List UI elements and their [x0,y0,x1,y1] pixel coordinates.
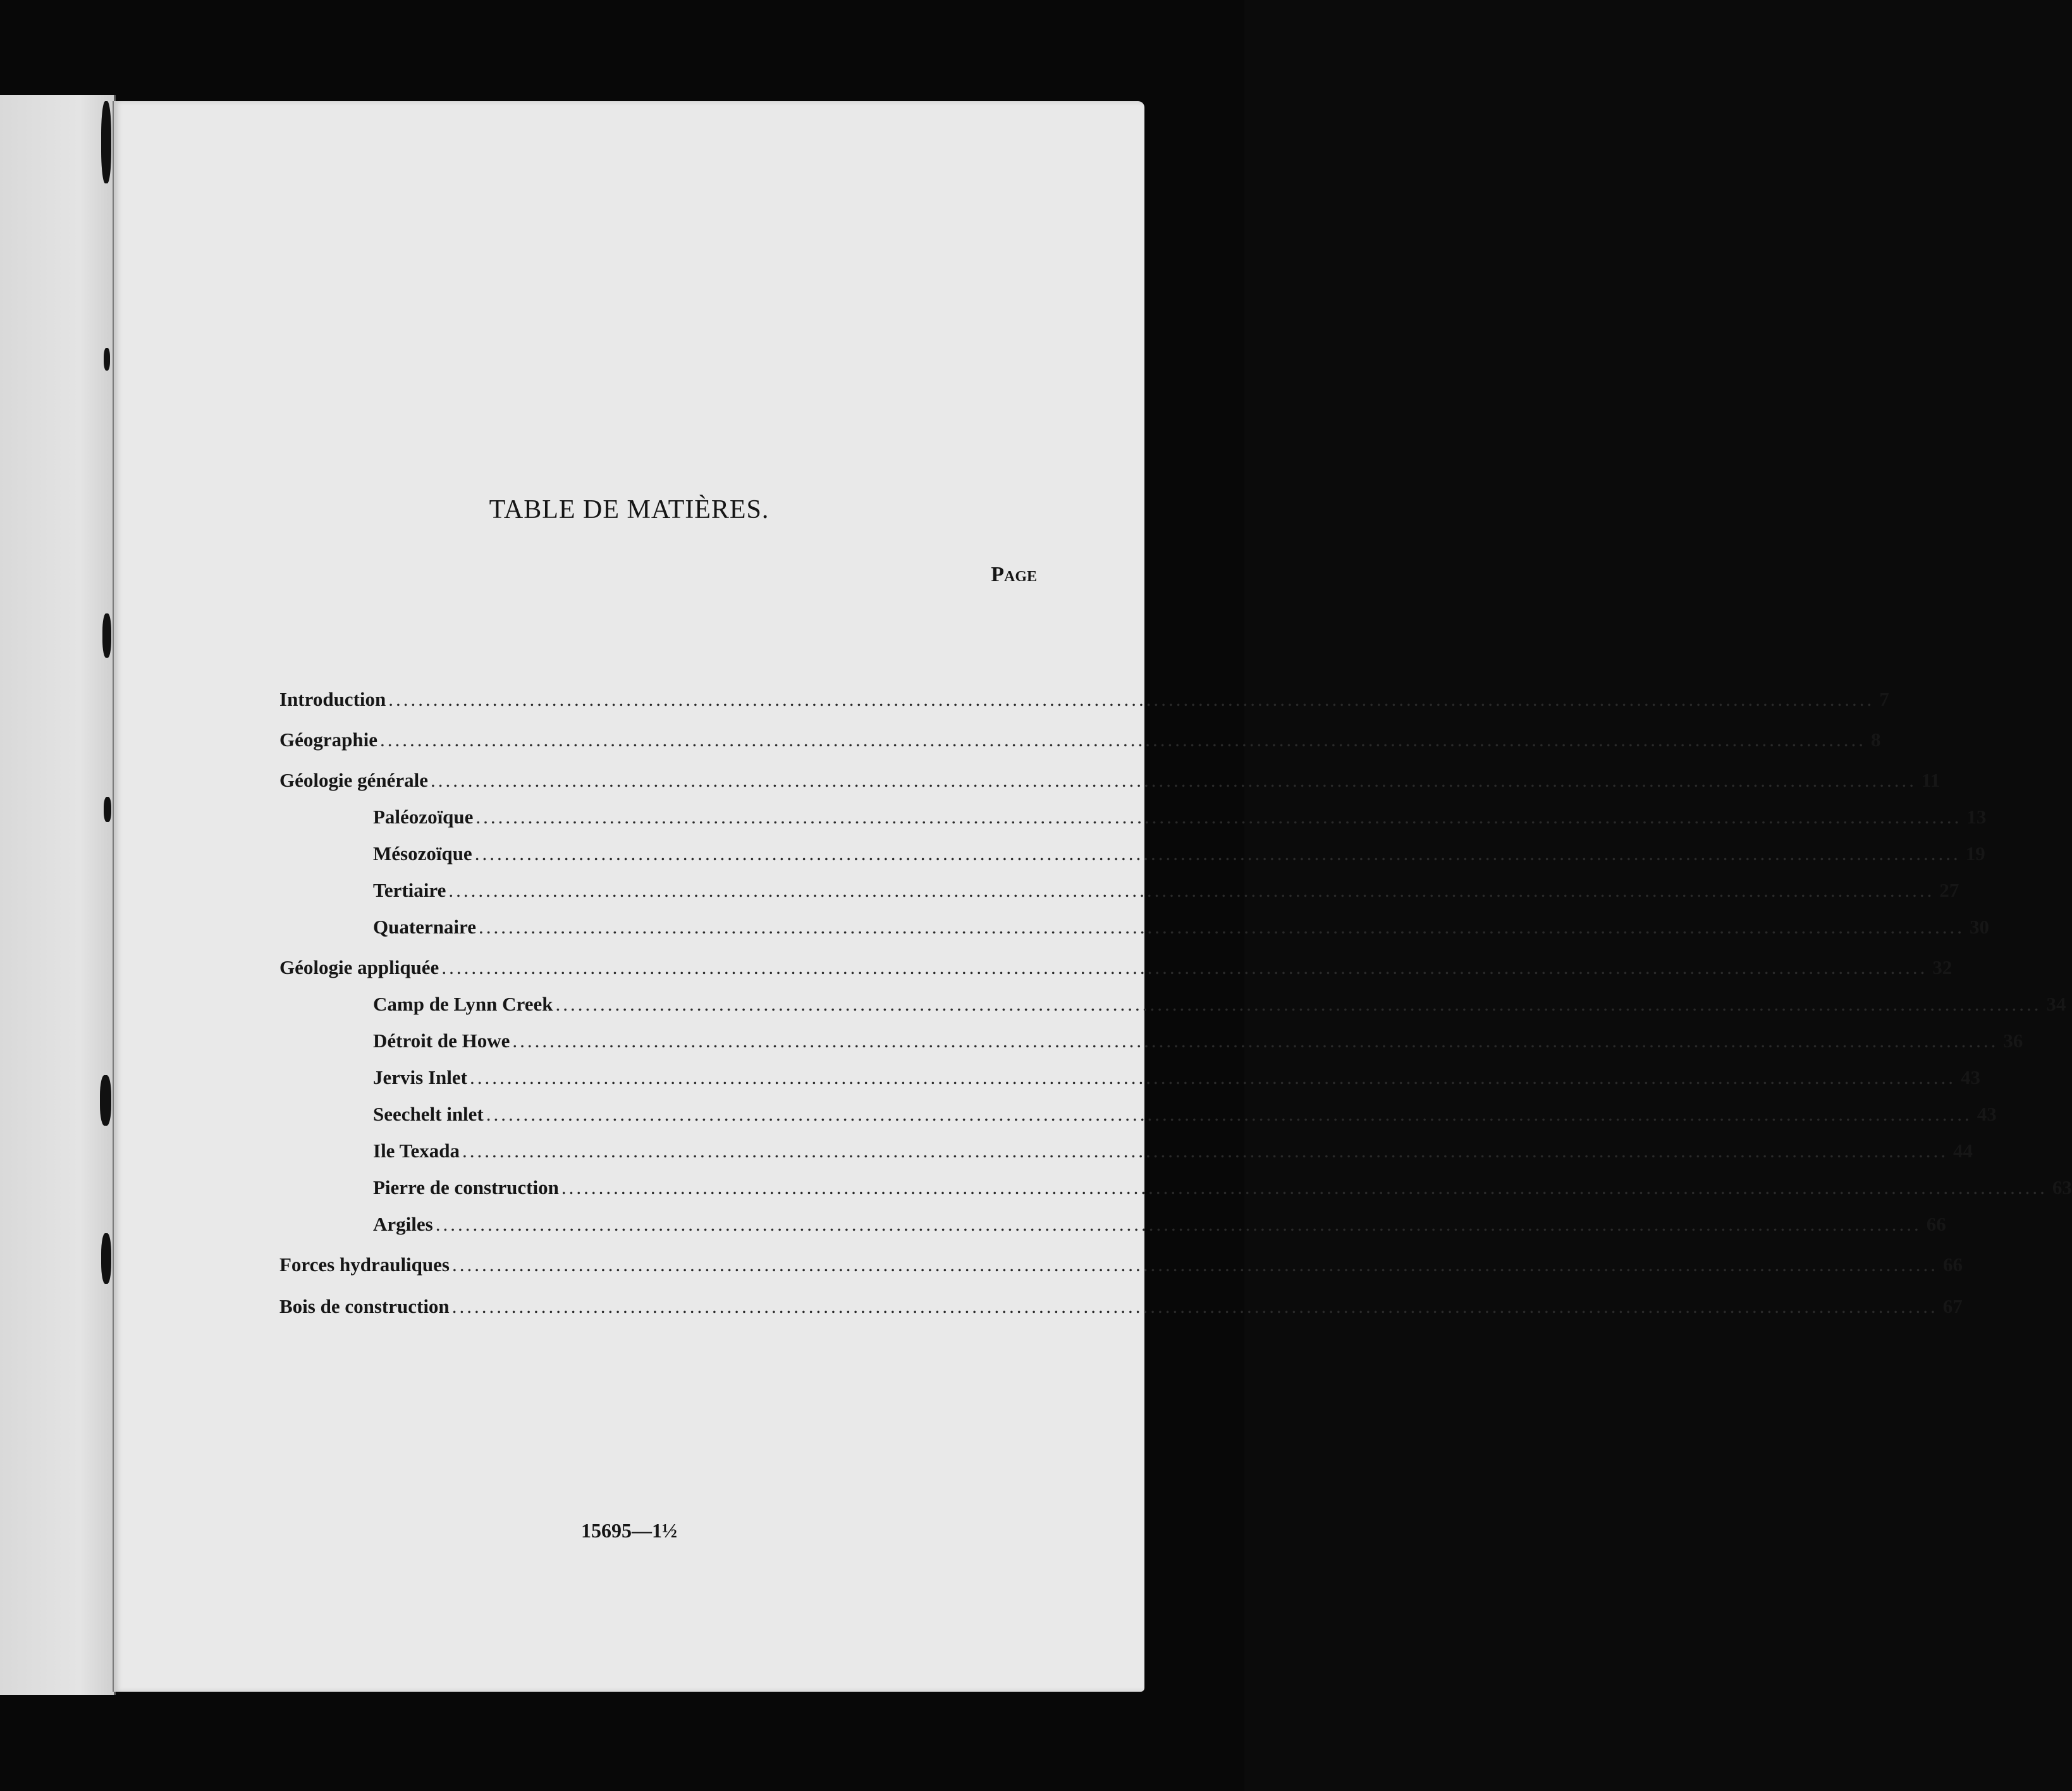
binding-mark [104,348,110,371]
toc-entry [373,842,1985,870]
toc-entry-label: Géologie appliquée [279,956,439,978]
toc-entry-label: Jervis Inlet [373,1066,467,1088]
toc-entry-page: 34 [2046,993,2066,1015]
toc-entry [279,1295,1963,1323]
dot-leader: ........................................................................................................................................................................................................ [469,1066,1956,1088]
binding-mark [102,613,111,658]
toc-entry-page: 32 [1932,956,1952,978]
dot-leader: ........................................................................................................................................................................................................ [431,769,1916,791]
dot-leader: ........................................................................................................................................................................................................ [555,993,2042,1015]
toc-entry-page: 13 [1966,806,1987,828]
toc-entry-label: Détroit de Howe [373,1030,510,1052]
toc-entry-label: Pierre de construction [373,1176,559,1198]
dot-leader: ........................................................................................................................................................................................................ [448,879,1935,901]
toc-entry-page: 44 [1952,1140,1973,1162]
dot-leader: ........................................................................................................................................................................................................ [441,956,1928,978]
toc-entry [373,1176,2072,1204]
toc-entry-label: Géologie générale [279,769,428,791]
dot-leader: ........................................................................................................................................................................................................ [561,1176,2047,1198]
toc-entry-label: Camp de Lynn Creek [373,993,553,1015]
toc-entry-page: 27 [1939,879,1959,901]
dot-leader: ........................................................................................................................................................................................................ [388,688,1875,710]
dot-leader: ........................................................................................................................................................................................................ [435,1213,1922,1235]
toc-entry-label: Argiles [373,1213,433,1235]
toc-entry-label: Quaternaire [373,916,477,938]
toc-entry [373,1066,1980,1094]
dot-leader: ........................................................................................................................................................................................................ [451,1253,1938,1276]
page-column-header: Page [991,563,1037,586]
toc-entry-page: 7 [1879,688,1889,710]
toc-entry-label: Géographie [279,729,377,751]
dot-leader: ........................................................................................................................................................................................................ [512,1030,1999,1052]
toc-entry-page: 43 [1977,1103,1997,1125]
binding-mark [101,1233,111,1284]
toc-entry-page: 36 [2003,1030,2023,1052]
toc-entry [279,729,1881,756]
toc-entry-label: Forces hydrauliques [279,1253,450,1276]
dot-leader: ........................................................................................................................................................................................................ [475,806,1962,828]
toc-entry-page: 19 [1965,842,1985,865]
toc-entry-page: 66 [1926,1213,1946,1235]
binding-mark [100,1075,111,1126]
left-page-edge [0,95,116,1695]
table-of-contents [114,101,2072,1692]
toc-entry-label: Bois de construction [279,1295,450,1317]
toc-entry [373,1140,1973,1167]
page-title: TABLE DE MATIÈRES. [489,495,769,524]
dot-leader: ........................................................................................................................................................................................................ [380,729,1866,751]
toc-entry [279,1253,1963,1281]
toc-entry [373,1213,1946,1241]
binding-mark [101,101,111,183]
toc-entry [373,916,1990,944]
toc-entry [373,1103,1997,1131]
dot-leader: ........................................................................................................................................................................................................ [462,1140,1948,1162]
dot-leader: ........................................................................................................................................................................................................ [486,1103,1972,1125]
document-page [113,101,2072,1692]
toc-entry [279,956,1952,984]
toc-entry-page: 63 [2052,1176,2072,1198]
toc-entry-page: 66 [1942,1253,1963,1276]
toc-entry-page: 43 [1960,1066,1980,1088]
toc-entry-label: Ile Texada [373,1140,460,1162]
toc-entry-page: 67 [1942,1295,1963,1317]
toc-entry [279,688,1889,716]
toc-entry-page: 11 [1922,769,1940,791]
toc-entry [373,806,1987,834]
binding-mark [104,797,111,822]
dot-leader: ........................................................................................................................................................................................................ [474,842,1961,865]
toc-entry-label: Seechelt inlet [373,1103,484,1125]
toc-entry-page: 30 [1970,916,1990,938]
toc-entry-label: Introduction [279,688,386,710]
footer-signature: 15695—1½ [581,1519,677,1542]
toc-entry-page: 8 [1871,729,1881,751]
toc-entry-label: Tertiaire [373,879,446,901]
dot-leader: ........................................................................................................................................................................................................ [479,916,1965,938]
toc-entry-label: Mésozoïque [373,842,472,865]
dot-leader: ........................................................................................................................................................................................................ [451,1295,1938,1317]
toc-entry [373,993,2066,1021]
toc-entry-label: Paléozoïque [373,806,474,828]
toc-entry [279,769,1940,797]
toc-entry [373,1030,2023,1057]
toc-entry [373,879,1959,907]
